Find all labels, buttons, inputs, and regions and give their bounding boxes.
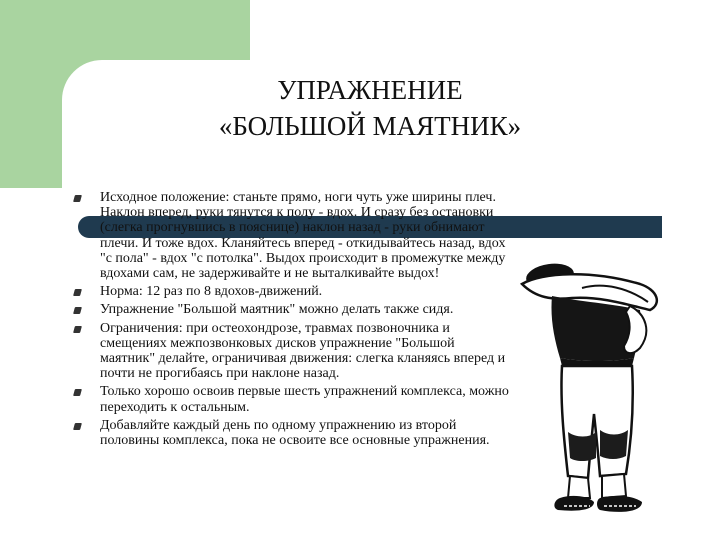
list-item xyxy=(74,284,510,299)
bullet-icon xyxy=(73,307,82,314)
list-item-text: Упражнение "Большой маятник" можно делать также сидя. xyxy=(100,302,454,318)
slide-title-line-2: «БОЛЬШОЙ МАЯТНИК» xyxy=(218,111,522,141)
list-item-text: Добавляйте каждый день по одному упражнению из второй половины комплекса, пока не освоите все основные упражнения. xyxy=(100,417,490,449)
bullet-icon xyxy=(73,195,82,202)
list-item xyxy=(74,384,510,414)
bullet-icon xyxy=(73,423,82,430)
bullet-icon xyxy=(73,326,82,333)
bullet-icon xyxy=(73,389,82,396)
list-item-text: Исходное положение: станьте прямо, ноги чуть уже ширины плеч. Наклон вперед, руки тянутся к полу - вдох. И сразу без остановки (слегка прогнувшись в пояснице) наклон назад - руки обнимают плечи. И тоже вдох. Кланяйтесь вперед - откидывайтесь назад, вдох "с пола" - вдох "с потолка". Выдох происходит в промежутке между вдохами сам, не задерживайте и не выталкивайте выдох! xyxy=(100,190,506,282)
bullet-icon xyxy=(73,289,82,296)
slide-title-line-1: УПРАЖНЕНИЕ xyxy=(277,75,463,105)
person-bending-back-hugging-shoulders-icon xyxy=(512,262,672,532)
list-item-text: Ограничения: при остеохондрозе, травмах позвоночника и смещениях межпозвонковых дисков упражнение "Большой маятник" делайте, ограничивая движения: слегка кланяясь вперед и почти не прогибаясь при наклоне назад. xyxy=(100,320,506,382)
list-item xyxy=(74,418,510,448)
list-item-text: Только хорошо освоив первые шесть упражнений комплекса, можно переходить к остальным. xyxy=(100,384,509,415)
list-item xyxy=(74,302,510,317)
divider-end xyxy=(662,216,720,238)
list-item xyxy=(74,321,510,382)
list-item-text: Норма: 12 раз по 8 вдохов-движений. xyxy=(100,284,323,300)
instruction-list xyxy=(74,190,510,451)
slide-title xyxy=(140,72,600,144)
list-item xyxy=(74,190,510,281)
